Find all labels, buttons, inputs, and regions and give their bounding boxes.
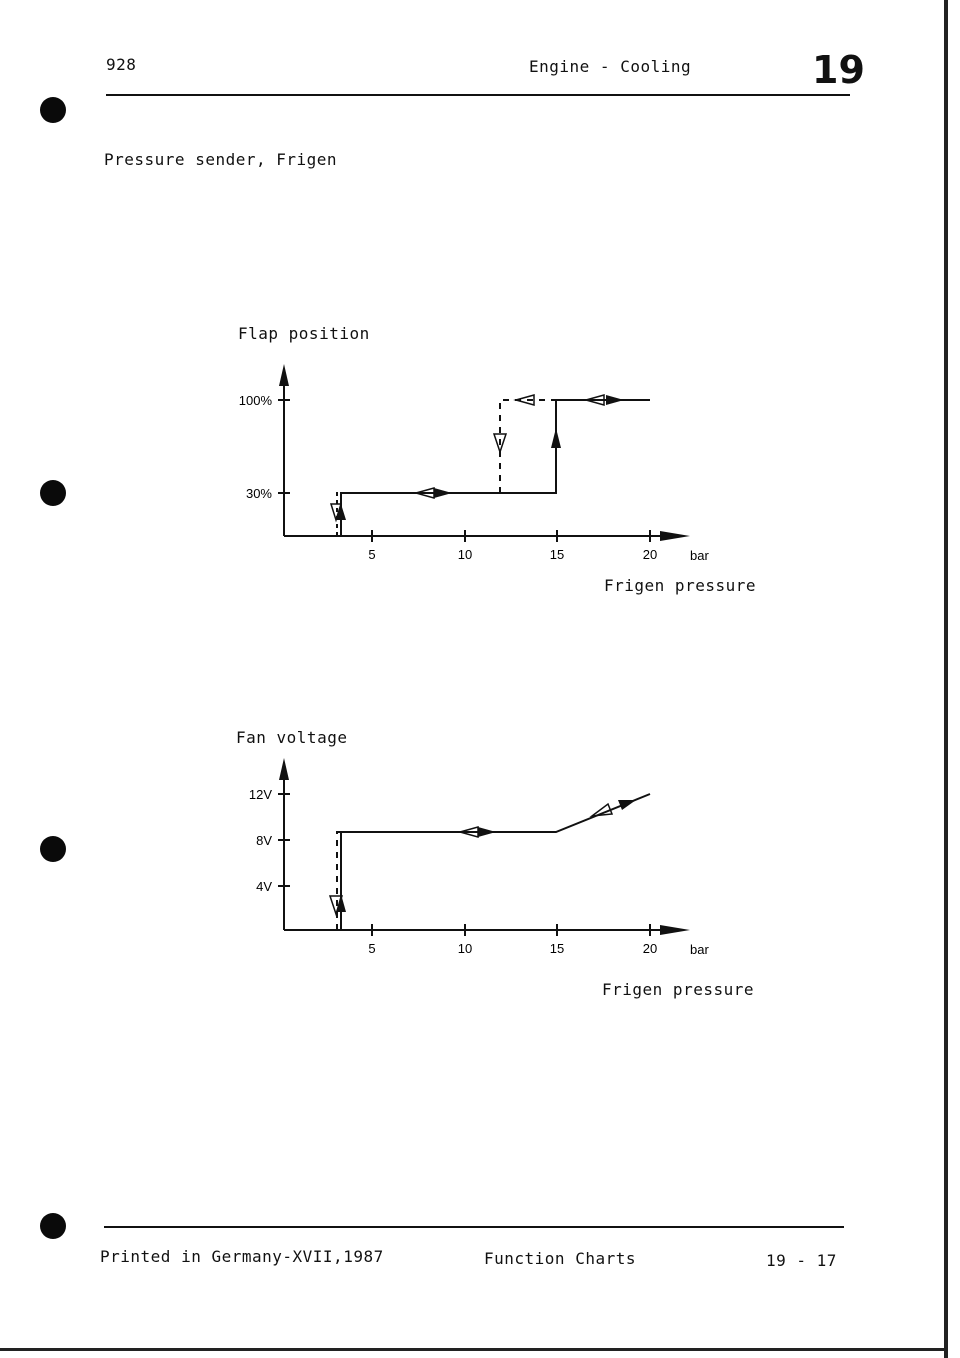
chart1-xlabel: Frigen pressure	[604, 576, 756, 595]
chart2-y-arrow	[279, 758, 289, 780]
footer-center: Function Charts	[484, 1249, 636, 1268]
chart2-xlabel: Frigen pressure	[602, 980, 754, 999]
binder-hole-4	[40, 1213, 66, 1239]
chart1-y-arrow	[279, 364, 289, 386]
chart1-xtick-label-10: 10	[457, 547, 473, 562]
header-rule	[106, 94, 850, 96]
footer-rule	[104, 1226, 844, 1228]
page-edge-bottom	[0, 1348, 948, 1351]
chart1-title: Flap position	[238, 324, 370, 343]
chart1-ytick-label-100: 100%	[238, 393, 272, 408]
binder-hole-3	[40, 836, 66, 862]
chart1-xtick-label-20: 20	[642, 547, 658, 562]
chart2-ytick-label-8: 8V	[256, 833, 272, 848]
chart2-ytick-label-12: 12V	[248, 787, 272, 802]
chart1-falling-path	[500, 400, 556, 493]
chart2-svg	[220, 754, 760, 994]
chart1-x-arrow	[660, 531, 690, 541]
chart1-rising-path	[341, 400, 650, 536]
binder-hole-1	[40, 97, 66, 123]
header-chapter: 19	[812, 48, 865, 92]
chart2-arrow-right-8v	[478, 827, 496, 837]
chart2-ytick-label-4: 4V	[256, 879, 272, 894]
page-edge-right	[944, 0, 948, 1358]
chart2-xtick-label-10: 10	[457, 941, 473, 956]
page-title: Pressure sender, Frigen	[104, 150, 338, 169]
chart1-arrow-right-30	[434, 488, 452, 498]
chart1-arrow-up-15	[551, 428, 561, 448]
chart2-xtick-label-15: 15	[549, 941, 565, 956]
header-model: 928	[106, 55, 137, 74]
chart2-arrow-right-ramp	[618, 800, 636, 810]
chart2-xunit: bar	[690, 942, 709, 957]
chart2-x-arrow	[660, 925, 690, 935]
chart1-ytick-label-30: 30%	[245, 486, 272, 501]
binder-hole-2	[40, 480, 66, 506]
chart2-xtick-label-5: 5	[368, 941, 376, 956]
chart2-title: Fan voltage	[236, 728, 348, 747]
chart1-svg	[220, 360, 760, 600]
footer-printed: Printed in Germany-XVII,1987	[100, 1247, 384, 1266]
chart1-arrow-right-top	[606, 395, 624, 405]
chart1-xtick-label-5: 5	[368, 547, 376, 562]
header-section: Engine - Cooling	[529, 57, 692, 76]
footer-page-number: 19 - 17	[766, 1251, 837, 1270]
chart1-xunit: bar	[690, 548, 709, 563]
chart1-xtick-label-15: 15	[549, 547, 565, 562]
chart2-xtick-label-20: 20	[642, 941, 658, 956]
